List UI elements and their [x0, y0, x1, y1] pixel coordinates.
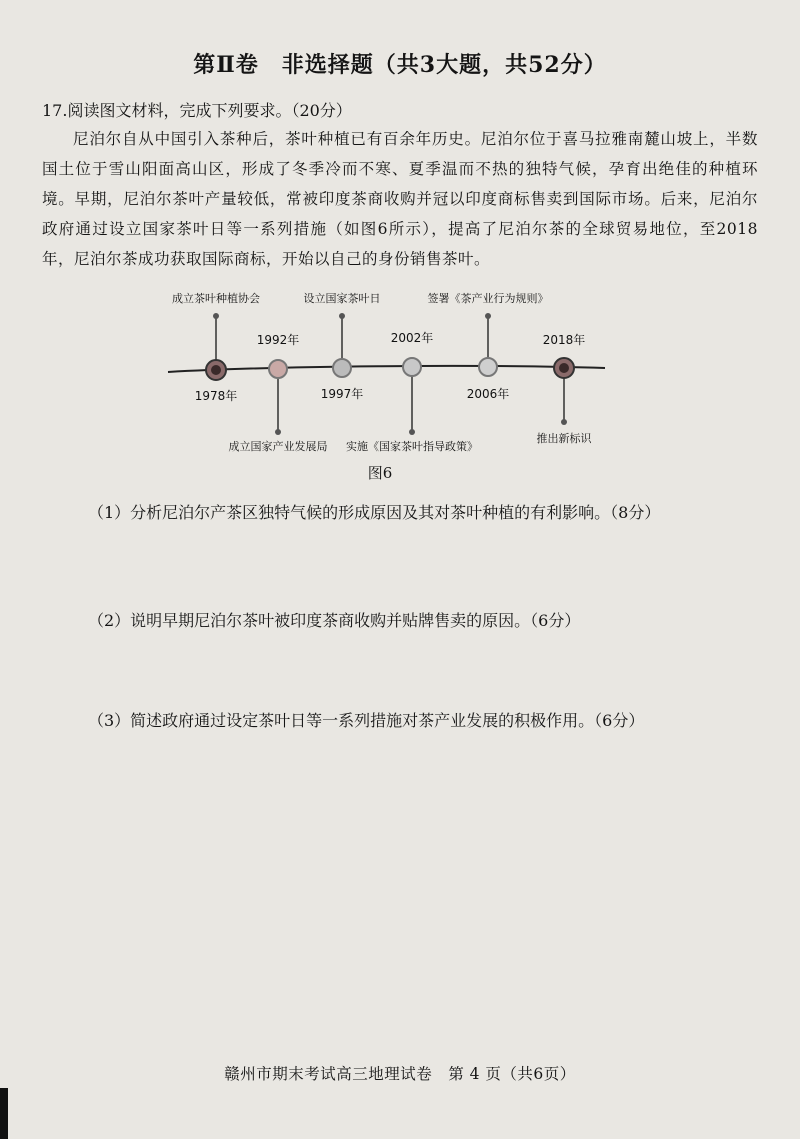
subquestion-3: （3）简述政府通过设定茶叶日等一系列措施对茶产业发展的积极作用。（6分）: [88, 711, 645, 730]
event-year: 1997年: [320, 387, 364, 401]
event-node: [333, 359, 351, 377]
event-year: 1978年: [194, 389, 238, 403]
reading-passage: 尼泊尔自从中国引入茶种后，茶叶种植已有百余年历史。尼泊尔位于喜马拉雅南麓山坡上，半数国土位于雪山阳面高山区，形成了冬季冷而不寒、夏季温而不热的独特气候，孕育出绝佳的种植环境。早期，尼泊尔茶叶产量较低，常被印度茶商收购并冠以印度商标售卖到国际市场。后来，尼泊尔政府通过设立国家茶叶日等一系列措施（如图6所示），提高了尼泊尔茶的全球贸易地位，至2018年，尼泊尔茶成功获取国际商标，开始以自己的身份销售茶叶。: [42, 130, 758, 268]
event-label: 签署《茶产业行为规则》: [427, 292, 549, 305]
event-dot-top: [339, 313, 345, 319]
section-title: 第Ⅱ卷 非选择题（共3大题，共52分）: [193, 52, 607, 78]
event-node: [269, 360, 287, 378]
event-label: 成立茶叶种植协会: [172, 292, 260, 305]
event-label: 设立国家茶叶日: [303, 292, 381, 305]
event-node: [479, 358, 497, 376]
event-node: [403, 358, 421, 376]
timeline-event: [537, 332, 593, 445]
timeline-event: [346, 330, 478, 453]
timeline-axis: [168, 366, 605, 372]
timeline-event: [172, 291, 260, 403]
event-dot-bottom: [409, 429, 415, 435]
scan-edge-mark: [0, 1088, 8, 1139]
page-footer: 赣州市期末考试高三地理试卷 第 4 页（共6页）: [224, 1065, 576, 1083]
event-year: 2006年: [466, 387, 510, 401]
event-year: 2002年: [390, 331, 434, 345]
timeline-event: [428, 291, 549, 401]
event-dot-bottom: [275, 429, 281, 435]
figure-caption: 图6: [367, 464, 393, 482]
timeline-event: [304, 291, 381, 401]
subquestion-2: （2）说明早期尼泊尔茶叶被印度茶商收购并贴牌售卖的原因。（6分）: [88, 611, 581, 630]
event-year: 1992年: [256, 333, 300, 347]
subquestion-1: （1）分析尼泊尔产茶区独特气候的形成原因及其对茶叶种植的有利影响。（8分）: [88, 503, 661, 522]
event-label: 推出新标识: [536, 432, 592, 445]
event-dot-top: [213, 313, 219, 319]
timeline-event: [229, 332, 328, 453]
event-label: 实施《国家茶叶指导政策》: [346, 440, 478, 453]
event-dot-top: [485, 313, 491, 319]
question-heading: 17.阅读图文材料，完成下列要求。（20分）: [42, 101, 352, 120]
event-label: 成立国家产业发展局: [228, 440, 328, 453]
event-dot-bottom: [561, 419, 567, 425]
timeline-figure: [150, 282, 620, 458]
event-year: 2018年: [542, 333, 586, 347]
